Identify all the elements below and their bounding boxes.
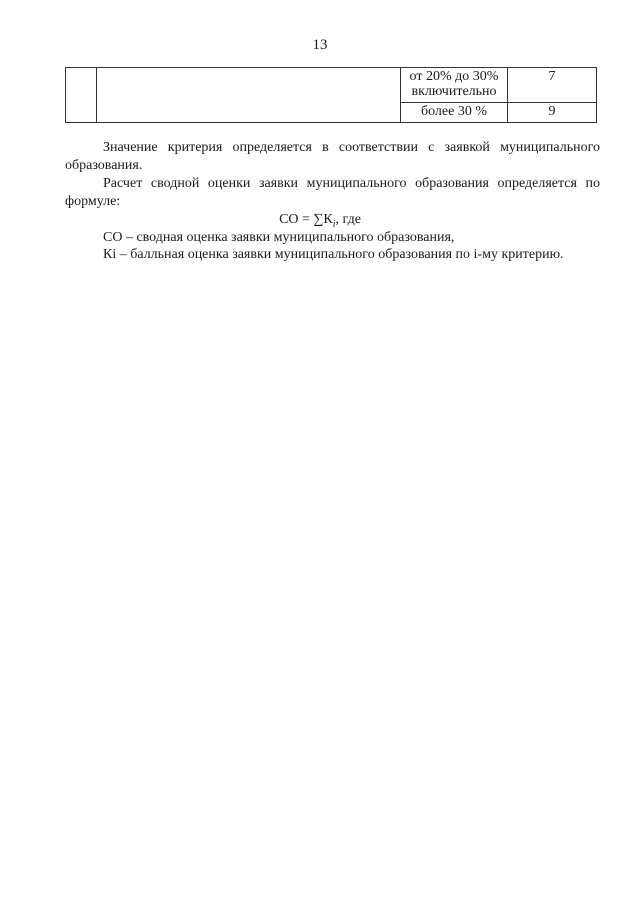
range-text: более 30 %: [420, 104, 487, 119]
table-cell-criterion: [97, 68, 401, 123]
formula-subscript: i: [332, 218, 336, 230]
table-cell-number: [66, 68, 97, 123]
table-cell-score: [508, 68, 597, 103]
summary-score-paragraph: Расчет сводной оценки заявки муниципального образования определяется по формуле:: [65, 176, 600, 209]
score-text: 7: [548, 69, 556, 84]
criterion-value-paragraph: Значение критерия определяется в соответствии с заявкой муниципального образования.: [65, 140, 600, 173]
definition-co: СО – сводная оценка заявки муниципального образования,: [103, 230, 455, 245]
range-text: от 20% до 30% включительно: [409, 69, 499, 99]
page-number: 13: [312, 37, 328, 53]
score-text: 9: [548, 104, 556, 119]
definition-ki: Кi – балльная оценка заявки муниципального образования по i-му критерию.: [103, 247, 564, 262]
table-row: [66, 68, 597, 103]
sum-symbol: ∑: [313, 212, 324, 227]
formula-k: К: [323, 212, 333, 227]
criteria-table: [65, 67, 597, 123]
formula-lhs: СО =: [279, 212, 314, 227]
table-cell-range: [401, 103, 508, 123]
table-cell-range: [401, 68, 508, 103]
table-cell-score: [508, 103, 597, 123]
formula-tail: , где: [335, 212, 361, 227]
